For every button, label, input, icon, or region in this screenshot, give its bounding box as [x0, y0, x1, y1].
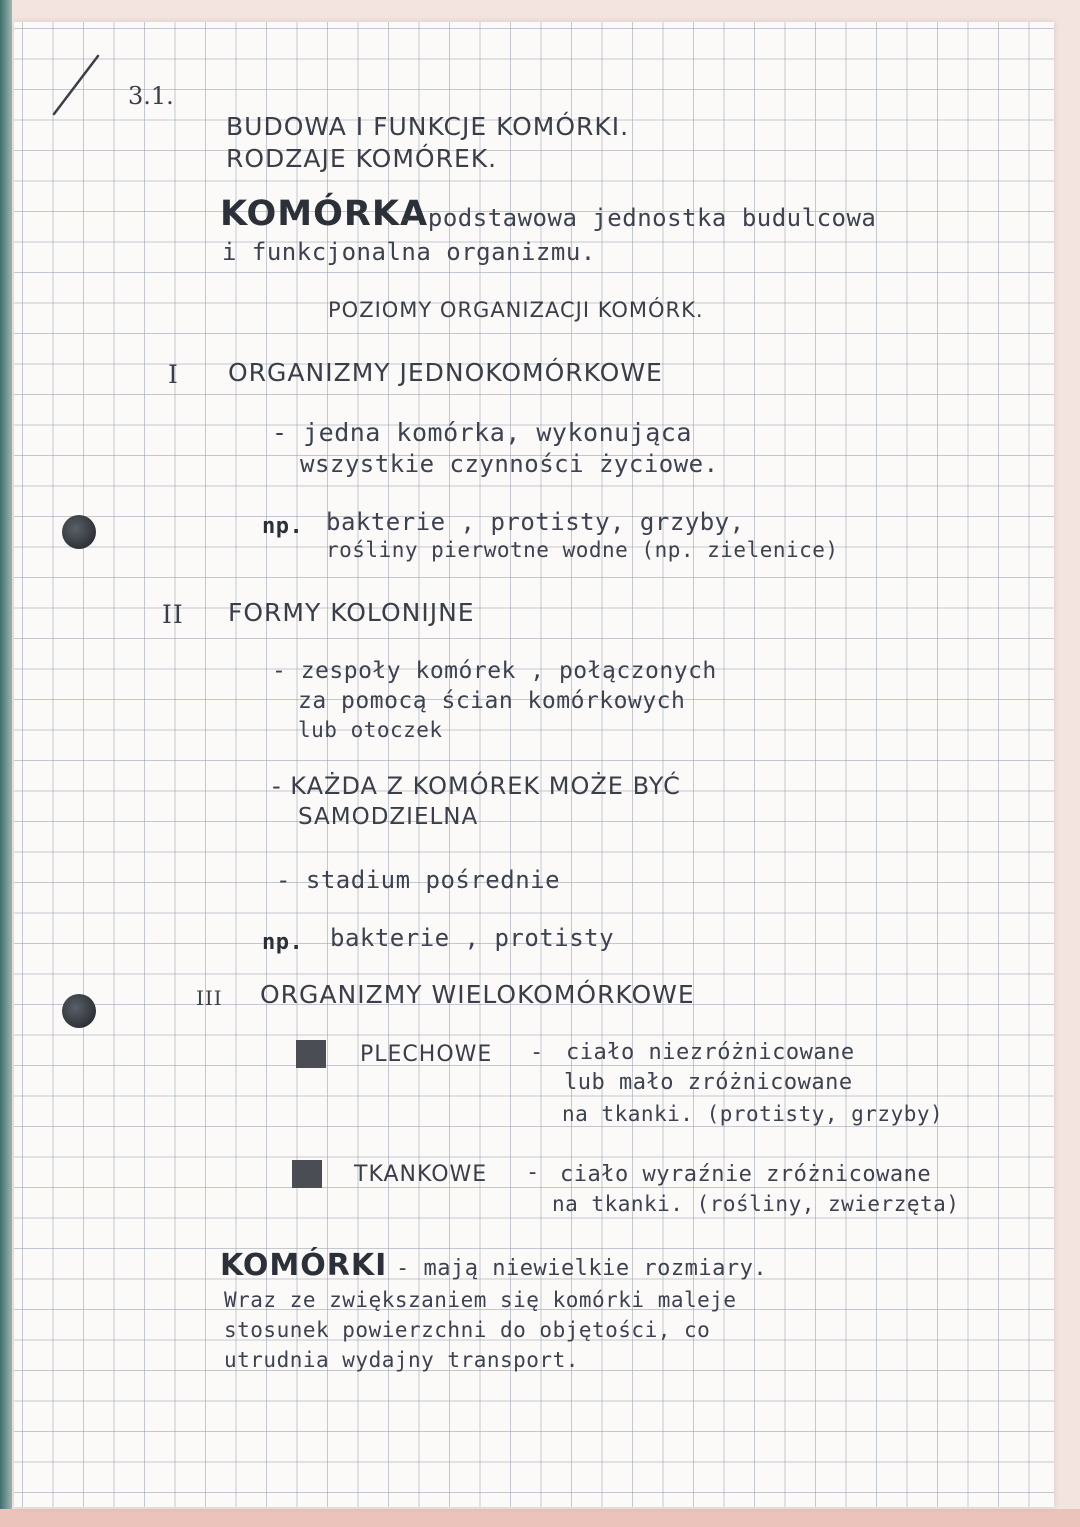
level1-example-line2: rośliny pierwotne wodne (np. zielenice) — [326, 538, 839, 562]
level1-bullet1-line1: - jedna komórka, wykonująca — [272, 418, 692, 447]
definition-line2: i funkcjonalna organizmu. — [222, 238, 596, 266]
summary-term: KOMÓRKI — [220, 1248, 388, 1283]
type1-line1: ciało niezróżnicowane — [566, 1040, 855, 1065]
summary-line4: utrudnia wydajny transport. — [224, 1348, 579, 1372]
page-title-line1: BUDOWA I FUNKCJE KOMÓRKI. — [226, 112, 630, 141]
level1-example-line1: bakterie , protisty, grzyby, — [326, 508, 745, 536]
type1-dash: - — [530, 1040, 544, 1065]
level2-bullet3: - stadium pośrednie — [276, 866, 561, 894]
plechowe-square-marker — [296, 1040, 326, 1068]
level1-heading: ORGANIZMY JEDNOKOMÓRKOWE — [228, 358, 663, 387]
level2-bullet1-line1: - zespoły komórek , połączonych — [272, 658, 717, 684]
summary-line2: Wraz ze zwiększaniem się komórki maleje — [224, 1288, 737, 1312]
level1-example-prefix: np. — [262, 514, 304, 539]
type2-line2: na tkanki. (rośliny, zwierzęta) — [552, 1192, 960, 1216]
level2-bullet1-line2: za pomocą ścian komórkowych — [298, 688, 686, 714]
level3-numeral: III — [196, 986, 223, 1010]
tkankowe-square-marker — [292, 1160, 322, 1188]
summary-line1: - mają niewielkie rozmiary. — [396, 1256, 768, 1281]
type2-label: TKANKOWE — [354, 1162, 488, 1187]
page-edge-binder — [0, 0, 12, 1527]
type2-dash: - — [526, 1160, 540, 1185]
level2-heading: FORMY KOLONIJNE — [228, 598, 475, 627]
section-number: 3.1. — [128, 82, 174, 110]
level2-numeral: II — [162, 600, 184, 629]
level2-bullet1-line3: lub otoczek — [298, 718, 443, 742]
type1-line3: na tkanki. (protisty, grzyby) — [562, 1102, 944, 1126]
page-edge-bottom — [0, 1509, 1080, 1527]
check-slash-mark — [40, 50, 110, 120]
type1-label: PLECHOWE — [360, 1042, 493, 1067]
punch-hole-bottom — [62, 994, 96, 1028]
definition-line1: - podstawowa jednostka budulcowa — [398, 204, 877, 232]
level2-example-prefix: np. — [262, 930, 304, 955]
level2-example-line: bakterie , protisty — [330, 924, 615, 952]
page-title-line2: RODZAJE KOMÓREK. — [226, 144, 498, 173]
level1-numeral: I — [168, 360, 179, 389]
level2-bullet2-line1: - KAŻDA Z KOMÓREK MOŻE BYĆ — [272, 772, 681, 800]
punch-hole-top — [62, 515, 96, 549]
summary-line3: stosunek powierzchni do objętości, co — [224, 1318, 711, 1342]
type1-line2: lub mało zróżnicowane — [564, 1070, 853, 1095]
level3-heading: ORGANIZMY WIELOKOMÓRKOWE — [260, 980, 695, 1009]
subheading: POZIOMY ORGANIZACJI KOMÓRK. — [328, 298, 704, 322]
type2-line1: ciało wyraźnie zróżnicowane — [560, 1162, 932, 1187]
level1-bullet1-line2: wszystkie czynności życiowe. — [300, 450, 719, 478]
level2-bullet2-line2: SAMODZIELNA — [298, 804, 479, 830]
definition-term: KOMÓRKA — [220, 194, 429, 234]
